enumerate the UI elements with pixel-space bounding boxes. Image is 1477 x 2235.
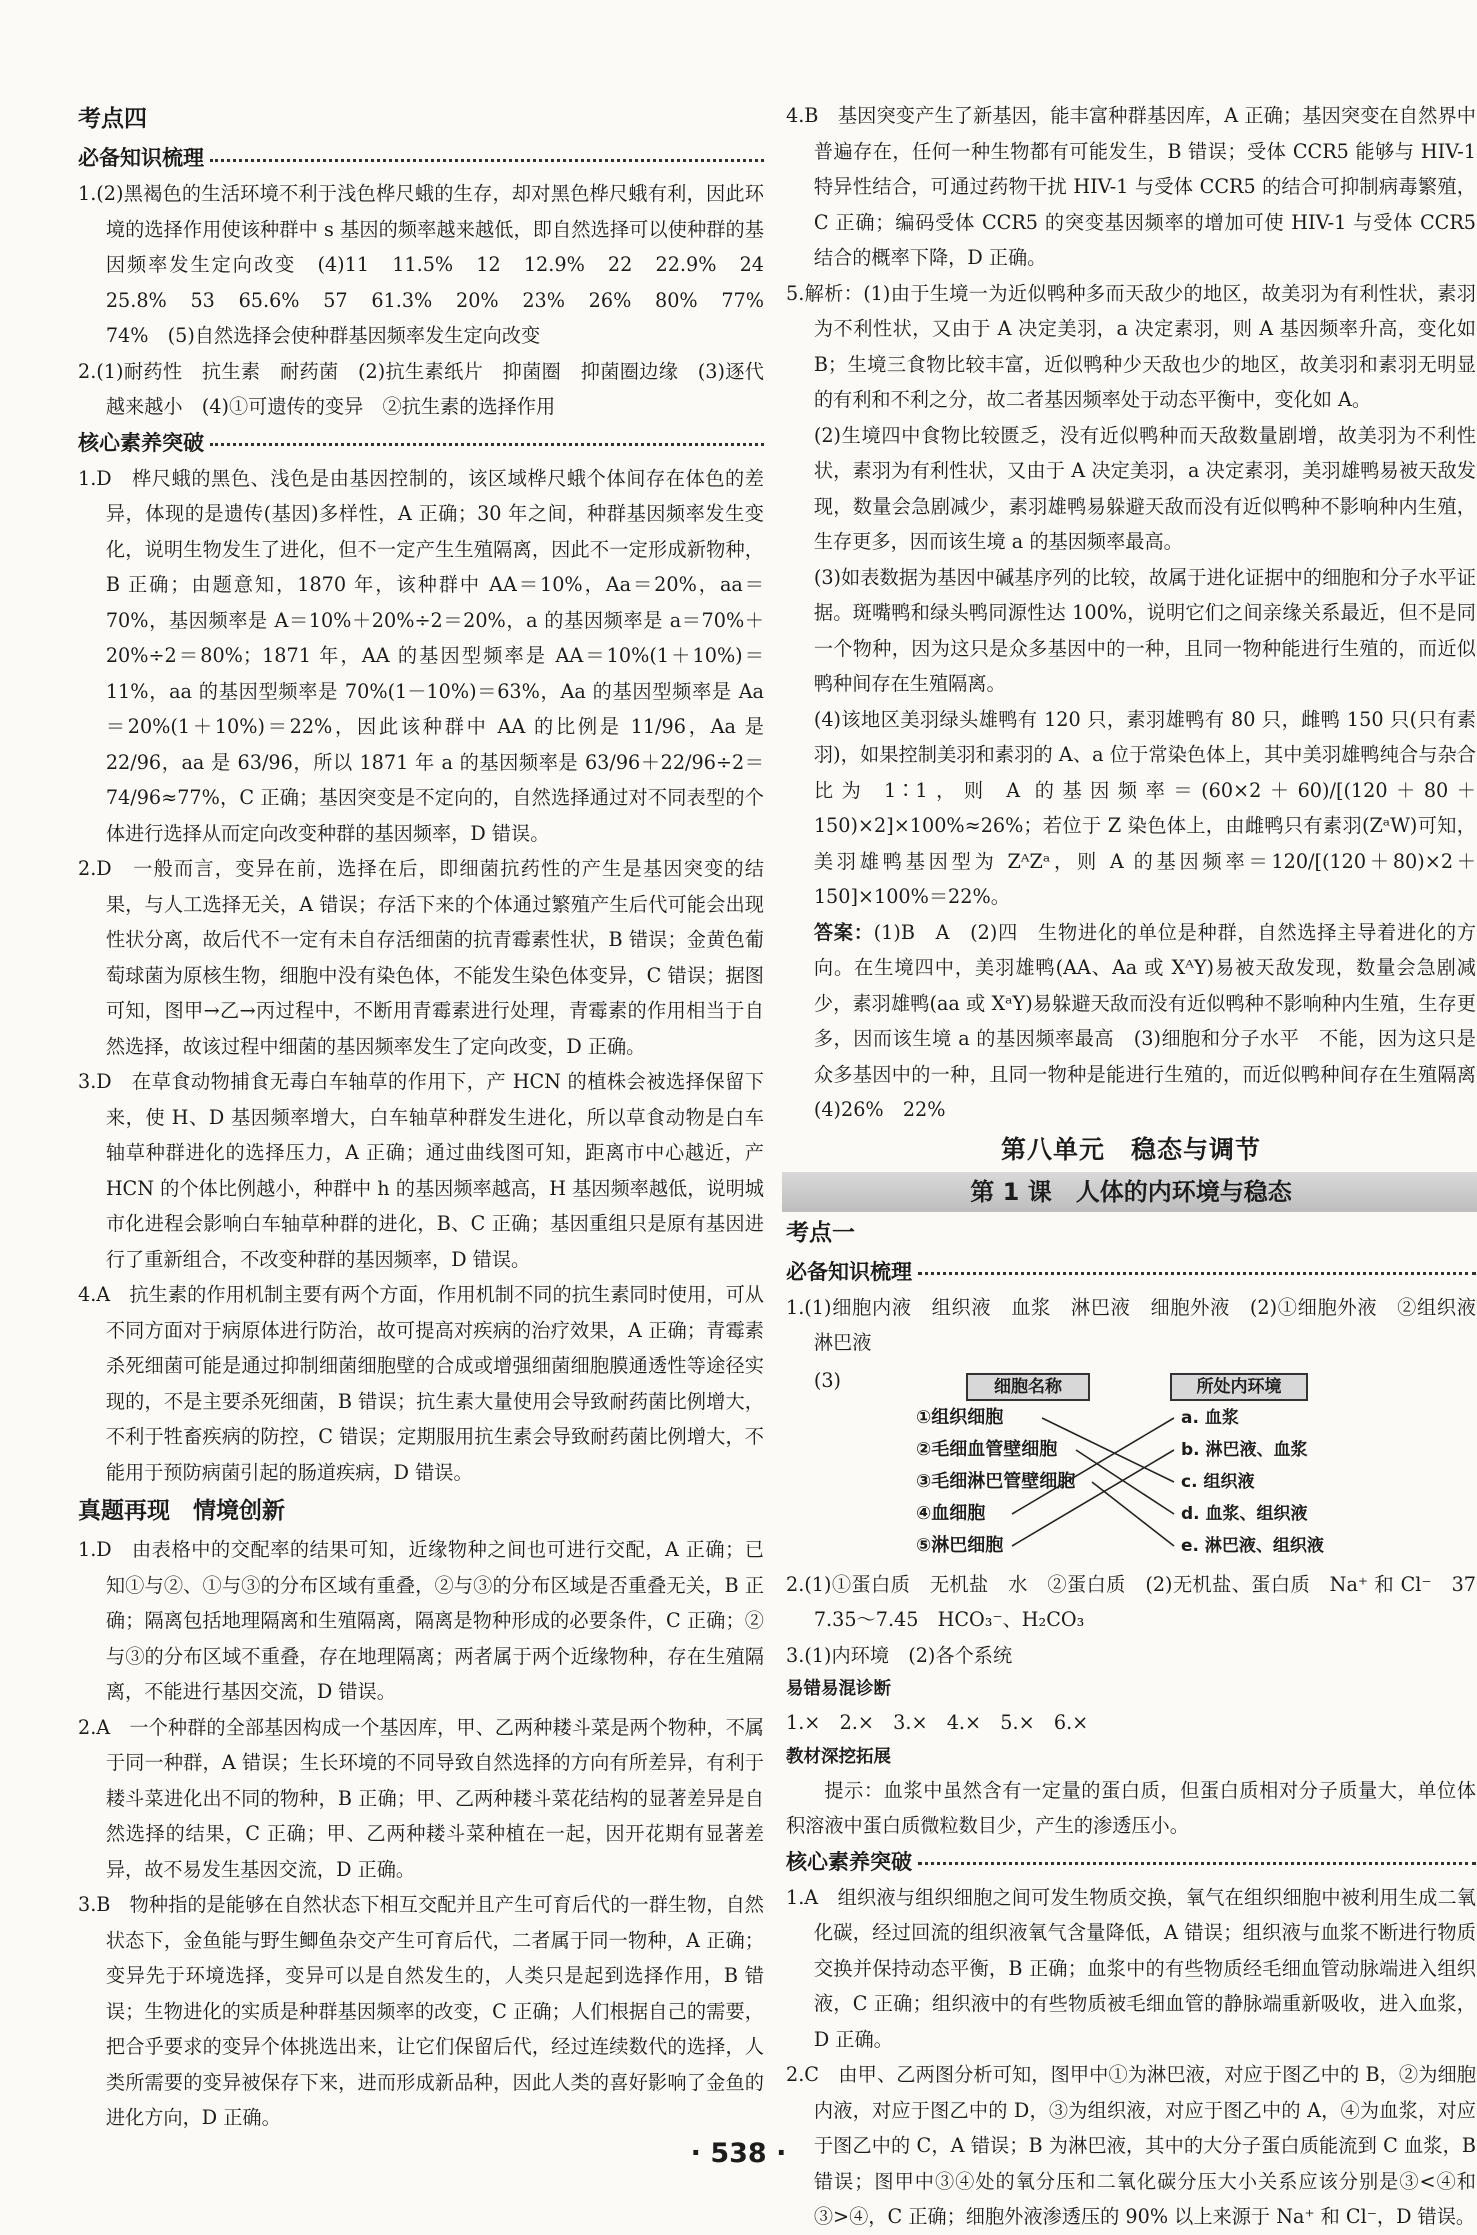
analysis-paragraph: (3)如表数据为基因中碱基序列的比较，故属于进化证据中的细胞和分子水平证据。斑嘴鸭和绿头鸭同源性达 100%，说明它们之间亲缘关系最近，但不是同一个物种，因为这只是众多基因中的一种，且同一物种能进行生殖的，而近似鸭种间存在生殖隔离。 <box>813 565 1476 695</box>
kaodian-title: 考点一 <box>786 1219 855 1246</box>
dotted-rule <box>918 1862 1476 1865</box>
environment-item: d. 血浆、组织液 <box>1181 1503 1308 1524</box>
cell-environment-diagram <box>786 1363 1476 1563</box>
zhenti-title: 真题再现 情境创新 <box>78 1498 285 1524</box>
environment-header: 所处内环境 <box>1170 1373 1308 1401</box>
cell-name-header: 细胞名称 <box>966 1373 1090 1401</box>
kaodian-title: 考点四 <box>78 106 147 132</box>
cell-item: ④血细胞 <box>916 1502 986 1524</box>
list-item: 1.(1)细胞内液 组织液 血浆 淋巴液 细胞外液 (2)①细胞外液 ②组织液 淋巴液 <box>786 1295 1476 1354</box>
connector-line <box>1092 1482 1174 1546</box>
left-column <box>78 98 784 2136</box>
environment-item: a. 血浆 <box>1181 1407 1239 1428</box>
list-item: 2.C 由甲、乙两图分析可知，图甲中①为淋巴液，对应于图乙中的 B，②为细胞内液，对应于图乙中的 D，③为组织液，对应于图乙中的 A，④为血浆，对应于图乙中的 C，A 错误；B 为淋巴液，其中的大分子蛋白质能流到 C 血浆，B 错误；图甲中③④处的氧分压和二氧化碳分压大小关系应该分别是③<④和③>④，C 正确；细胞外液渗透压的 90% 以上来源于 Na⁺ 和 Cl⁻，D 错误。 <box>786 2063 1476 2228</box>
answer-label: 答案： <box>813 920 874 944</box>
list-item: 4.A 抗生素的作用机制主要有两个方面，作用机制不同的抗生素同时使用，可从不同方面对于病原体进行防治，故可提高对疾病的治疗效果，A 正确；青霉素杀死细菌可能是通过抑制细菌细胞壁的合成或增强细菌细胞膜通透性等途径实现的，不是主要杀死细菌，B 错误；抗生素大量使用会导致耐药菌比例增大，不利于牲畜疾病的防控，C 错误；定期服用抗生素会导致耐药菌比例增大，不能用于预防病菌引起的肠道疾病，D 错误。 <box>78 1283 764 1484</box>
yicuo-heading: 易错易混诊断 <box>786 1679 891 1699</box>
list-item: 2.(1)①蛋白质 无机盐 水 ②蛋白质 (2)无机盐、蛋白质 Na⁺ 和 Cl⁻ 37 7.35～7.45 HCO₃⁻、H₂CO₃ <box>786 1572 1476 1631</box>
analysis-paragraph: (4)该地区美羽绿头雄鸭有 120 只，素羽雄鸭有 80 只，雌鸭 150 只(只有素羽)，如果控制美羽和素羽的 A、a 位于常染色体上，其中美羽雄鸭纯合与杂合比为 1∶1，则 A 的基因频率＝(60×2＋60)/[(120＋80＋150)×2]×100%≈26%；若位于 Z 染色体上，由雌鸭只有素羽(ZᵃW)可知，美羽雄鸭基因型为 ZᴬZᵃ，则 A 的基因频率＝120/[(120＋80)×2＋150]×100%＝22%。 <box>813 707 1476 908</box>
list-item: 2.D 一般而言，变异在前，选择在后，即细菌抗药性的产生是基因突变的结果，与人工选择无关，A 错误；存活下来的个体通过繁殖产生后代可能会出现性状分离，故后代不一定有未自存活细菌的抗青霉素性状，B 错误；金黄色葡萄球菌为原核生物，细胞中没有染色体，不能发生染色体变异，C 错误；据图可知，图甲→乙→丙过程中，不断用青霉素进行处理，青霉素的作用相当于自然选择，故该过程中细菌的基因频率发生了定向改变，D 正确。 <box>78 857 764 1058</box>
cell-item: ①组织细胞 <box>916 1406 1004 1428</box>
list-item: 4.B 基因突变产生了新基因，能丰富种群基因库，A 正确；基因突变在自然界中普遍存在，任何一种生物都有可能发生，B 错误；受体 CCR5 能够与 HIV-1 特异性结合，可通过药物干扰 HIV-1 与受体 CCR5 的结合可抑制病毒繁殖，C 正确；编码受体 CCR5 的突变基因频率的增加可使 HIV-1 与受体 CCR5 结合的概率下降，D 正确。 <box>786 104 1476 269</box>
right-column <box>786 98 1476 2235</box>
dotted-rule <box>918 1272 1476 1275</box>
connector-line <box>1076 1450 1174 1514</box>
jiaocai-text: 提示：血浆中虽然含有一定量的蛋白质，但蛋白质相对分子质量大，单位体积溶液中蛋白质微粒数目少，产生的渗透压小。 <box>786 1778 1476 1837</box>
page-number: · 538 · <box>690 2138 787 2169</box>
list-item: 1.A 组织液与组织细胞之间可发生物质交换，氧气在组织细胞中被利用生成二氧化碳，经过回流的组织液氧气含量降低，A 错误；组织液与血浆不断进行物质交换并保持动态平衡，B 正确；血浆中的有些物质经毛细血管动脉端进入组织液，C 正确；组织液中的有些物质被毛细血管的静脉端重新吸收，进入血浆，D 正确。 <box>786 1885 1476 2051</box>
lesson-title-bar: 第 1 课 人体的内环境与稳态 <box>782 1172 1477 1212</box>
section-heading-text: 核心素养突破 <box>786 1849 912 1874</box>
section-heading-text: 核心素养突破 <box>78 430 204 455</box>
section-heading-text: 必备知识梳理 <box>78 146 204 170</box>
environment-item: b. 淋巴液、血浆 <box>1181 1439 1308 1460</box>
unit-title: 第八单元 稳态与调节 <box>1000 1134 1261 1164</box>
list-item: 1.(2)黑褐色的生活环境不利于浅色桦尺蛾的生存，却对黑色桦尺蛾有利，因此环境的选择作用使该种群中 s 基因的频率越来越低，即自然选择可以使种群的基因频率发生定向改变 (4)11 11.5% 12 12.9% 22 22.9% 24 25.8% 53 65.6% 57 61.3% 20% 23% 26% 80% 77% 74% (5)自然选择会使种群基因频率发生定向改变 <box>78 182 784 347</box>
environment-item: e. 淋巴液、组织液 <box>1181 1535 1324 1556</box>
list-item: 1.D 由表格中的交配率的结果可知，近缘物种之间也可进行交配，A 正确；已知①与②、①与③的分布区域有重叠，②与③的分布区域是否重叠无关，B 正确；隔离包括地理隔离和生殖隔离，隔离是物种形成的必要条件，C 正确；②与③的分布区域不重叠，存在地理隔离；两者属于两个近缘物种，存在生殖隔离，不能进行基因交流，D 错误。 <box>78 1538 764 1703</box>
environment-item: c. 组织液 <box>1181 1471 1255 1492</box>
diagram-number: (3) <box>813 1368 842 1392</box>
list-item: 3.B 物种指的是能够在自然状态下相互交配并且产生可育后代的一群生物，自然状态下，金鱼能与野生鲫鱼杂交产生可育后代，二者属于同一物种，A 正确；变异先于环境选择，变异可以是自然发生的，人类只是起到选择作用，B 错误；生物进化的实质是种群基因频率的改变，C 正确；人们根据自己的需要，把合乎要求的变异个体挑选出来，让它们保留后代，经过连续数代的选择，人类所需要的变异被保存下来，进而形成新品种，因此人类的喜好影响了金鱼的进化方向，D 正确。 <box>78 1893 764 2129</box>
answer-paragraph <box>786 915 1476 1128</box>
dotted-rule <box>210 159 764 162</box>
section-heading-bibei <box>786 1254 1476 1290</box>
yicuo-answers: 1.× 2.× 3.× 4.× 5.× 6.× <box>786 1711 1089 1734</box>
connector-lines <box>786 1363 1476 1563</box>
cell-item: ③毛细淋巴管壁细胞 <box>916 1470 1076 1492</box>
section-heading-hexin <box>78 425 764 461</box>
cell-item: ⑤淋巴细胞 <box>916 1534 1004 1556</box>
section-heading-hexin <box>786 1844 1476 1880</box>
list-item: 1.D 桦尺蛾的黑色、浅色是由基因控制的，该区域桦尺蛾个体间存在体色的差异，体现的是遗传(基因)多样性，A 正确；30 年之间，种群基因频率发生变化，说明生物发生了进化，但不一定产生生殖隔离，因此不一定形成新物种，B 正确；由题意知，1870 年，该种群中 AA＝10%，Aa＝20%，aa＝70%，基因频率是 A＝10%＋20%÷2＝20%，a 的基因频率是 a＝70%＋20%÷2＝80%；1871 年，AA 的基因型频率是 AA＝10%(1＋10%)＝11%，aa 的基因型频率是 70%(1－10%)＝63%，Aa 的基因型频率是 Aa＝20%(1＋10%)＝22%，因此该种群中 AA 的比例是 11/96，Aa 是 22/96，aa 是 63/96，所以 1871 年 a 的基因频率是 63/96＋22/96÷2＝74/96≈77%，C 正确；基因突变是不定向的，自然选择通过对不同表型的个体进行选择从而定向改变种群的基因频率，D 错误。 <box>78 466 764 845</box>
list-item: 2.A 一个种群的全部基因构成一个基因库，甲、乙两种耧斗菜是两个物种，不属于同一种群，A 错误；生长环境的不同导致自然选择的方向有所差异，有利于耧斗菜进化出不同的物种，B 正确；甲、乙两种耧斗菜花结构的显著差异是自然选择的结果，C 正确；甲、乙两种耧斗菜种植在一起，因开花期有显著差异，故不易发生基因交流，D 正确。 <box>78 1715 764 1881</box>
list-item: 3.D 在草食动物捕食无毒白车轴草的作用下，产 HCN 的植株会被选择保留下来，使 H、D 基因频率增大，白车轴草种群发生进化，所以草食动物是白车轴草种群进化的选择压力，A 正确；通过曲线图可知，距离市中心越近，产 HCN 的个体比例越小，种群中 h 的基因频率越高，H 基因频率越低，说明城市化进程会影响白车轴草种群的进化，B、C 正确；基因重组只是原有基因进行了重新组合，不改变种群的基因频率，D 错误。 <box>78 1070 764 1271</box>
dotted-rule <box>210 443 764 446</box>
list-item: 2.(1)耐药性 抗生素 耐药菌 (2)抗生素纸片 抑菌圈 抑菌圈边缘 (3)逐代越来越小 (4)①可遗传的变异 ②抗生素的选择作用 <box>78 359 764 418</box>
jiaocai-heading: 教材深挖拓展 <box>786 1746 891 1767</box>
section-heading-bibei <box>78 140 764 176</box>
list-item: 3.(1)内环境 (2)各个系统 <box>786 1643 1013 1667</box>
section-heading-text: 必备知识梳理 <box>786 1259 912 1284</box>
analysis-paragraph: (2)生境四中食物比较匮乏，没有近似鸭种而天敌数量剧增，故美羽为不利性状，素羽为有利性状，又由于 A 决定美羽，a 决定素羽，美羽雄鸭易被天敌发现，数量会急剧减少，素羽雄鸭易躲避天敌而没有近似鸭种不影响种内生殖，生存更多，因而该生境 a 的基因频率最高。 <box>813 423 1476 553</box>
list-item: 5.解析：(1)由于生境一为近似鸭种多而天敌少的地区，故美羽为有利性状，素羽为不利性状，又由于 A 决定美羽，a 决定素羽，则 A 基因频率升高，变化如 B；生境三食物比较丰富，近似鸭种少天敌也少的地区，故美羽和素羽无明显的有利和不利之分，故二者基因频率处于动态平衡中，变化如 A。 <box>786 281 1476 411</box>
answer-text: (1)B A (2)四 生物进化的单位是种群，自然选择主导着进化的方向。在生境四中，美羽雄鸭(AA、Aa 或 XᴬY)易被天敌发现，数量会急剧减少，素羽雄鸭(aa 或 XᵃY)易躲避天敌而没有近似鸭种不影响种内生殖，生存更多，因而该生境 a 的基因频率最高 (3)细胞和分子水平 不能，因为这只是众多基因中的一种，且同一物种是能进行生殖的，而近似鸭种间存在生殖隔离 (4)26% 22% <box>813 920 1476 1121</box>
cell-item: ②毛细血管壁细胞 <box>916 1438 1058 1460</box>
